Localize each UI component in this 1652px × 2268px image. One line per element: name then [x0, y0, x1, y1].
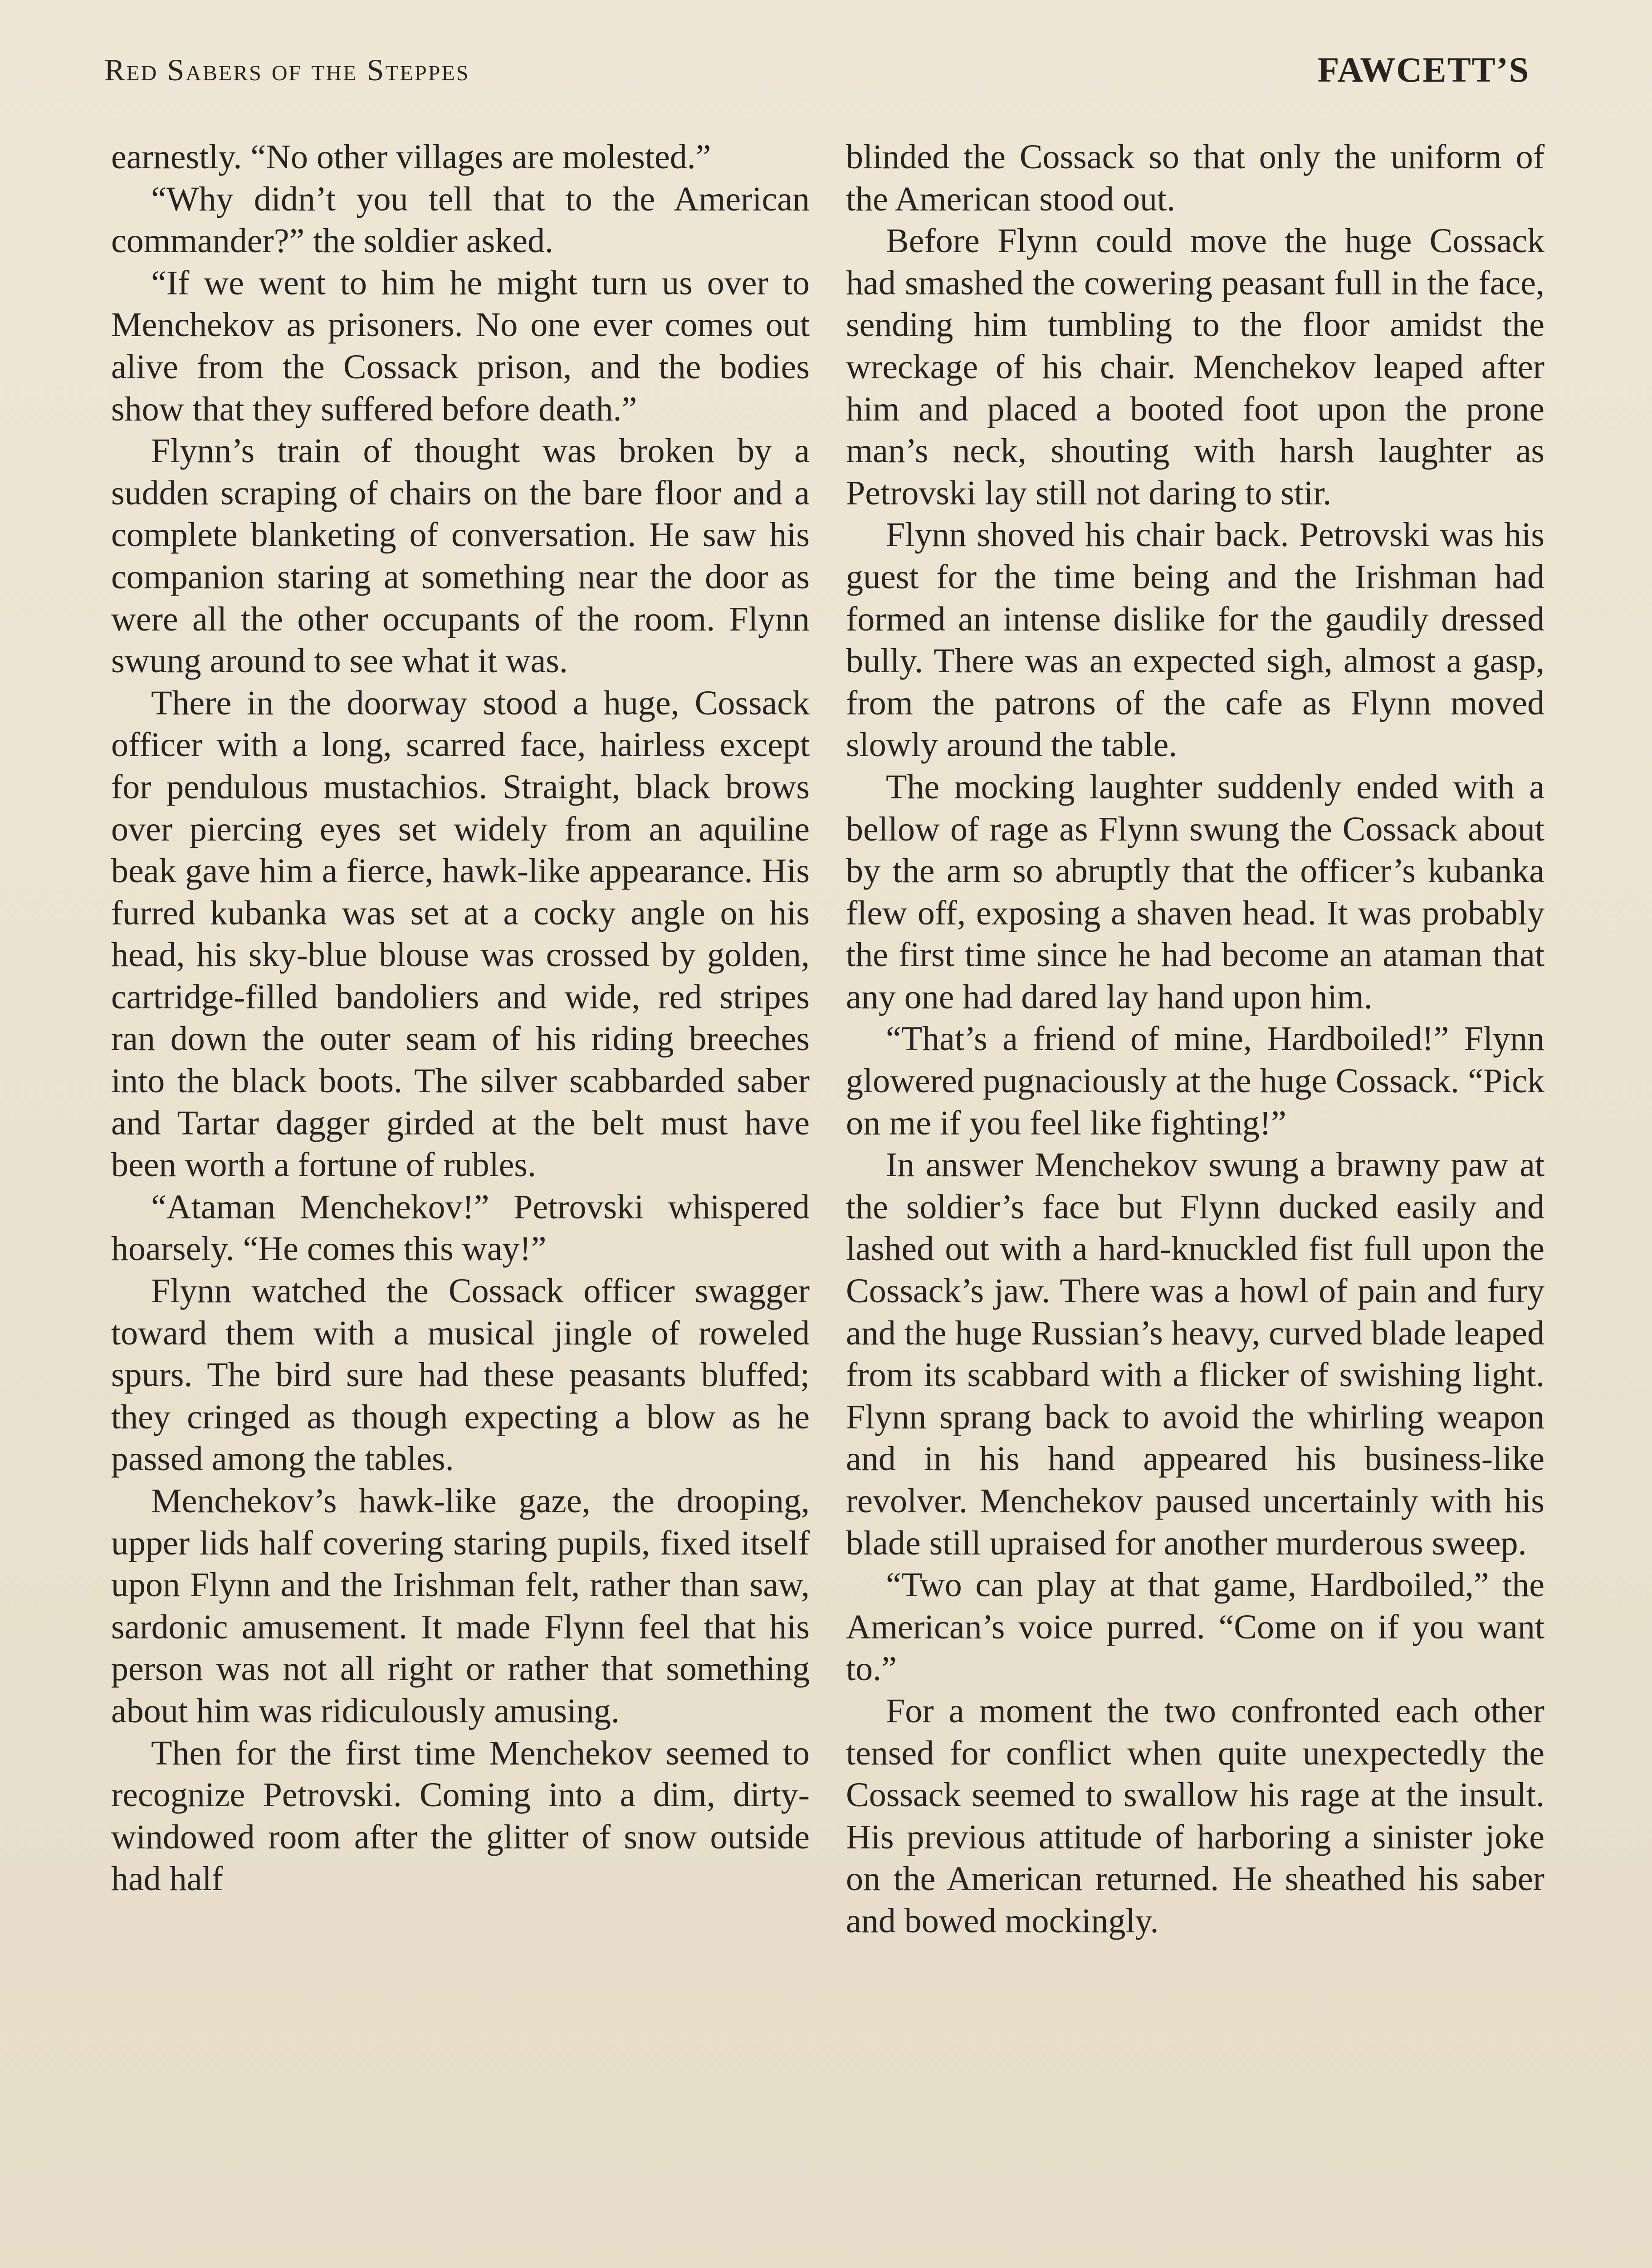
paragraph: blinded the Cossack so that only the uniform of the American stood out.: [846, 138, 1544, 218]
paragraph: Flynn watched the Cossack officer swagger toward them with a musical jingle of roweled spurs. The bird sure had these peasants bluffed; they cringed as though expecting a blow as he passed among the tables.: [111, 1272, 810, 1478]
left-text-column: [111, 136, 810, 1900]
paragraph: The mocking laughter suddenly ended with a bellow of rage as Flynn swung the Cossack about by the arm so abruptly that the officer’s kubanka flew off, exposing a shaven head. It was probably the first time since he had become an ataman that any one had dared lay hand upon him.: [846, 767, 1544, 1016]
paragraph: In answer Menchekov swung a brawny paw at the soldier’s face but Flynn ducked easily and lashed out with a hard-knuckled fist full upon the Cossack’s jaw. There was a howl of pain and fury and the huge Russian’s heavy, curved blade leaped from its scabbard with a flicker of swishing light. Flynn sprang back to avoid the whirling weapon and in his hand appeared his business-like revolver. Menchekov paused uncertainly with his blade still upraised for another murderous sweep.: [846, 1146, 1544, 1562]
paragraph: For a moment the two confronted each other tensed for conflict when quite unexpectedly the Cossack seemed to swallow his rage at the insult. His previous attitude of harboring a sinister joke on the American returned. He sheathed his saber and bowed mockingly.: [846, 1691, 1544, 1940]
paragraph: “If we went to him he might turn us over to Menchekov as prisoners. No one ever comes out alive from the Cossack prison, and the bodies show that they suffered before death.”: [111, 264, 810, 428]
paragraph: “Two can play at that game, Hardboiled,” the American’s voice purred. “Come on if you want to.”: [846, 1566, 1544, 1688]
paragraph: There in the doorway stood a huge, Cossack officer with a long, scarred face, hairless except for pendulous mustachios. Straight, black brows over piercing eyes set widely from an aquiline beak gave him a fierce, hawk-like appearance. His furred kubanka was set at a cocky angle on his head, his sky-blue blouse was crossed by golden, cartridge-filled bandoliers and wide, red stripes ran down the outer seam of his riding breeches into the black boots. The silver scabbarded saber and Tartar dagger girded at the belt must have been worth a fortune of rubles.: [111, 684, 810, 1184]
paragraph: Flynn shoved his chair back. Petrovski was his guest for the time being and the Irishman had formed an intense dislike for the gaudily dressed bully. There was an expected sigh, almost a gasp, from the patrons of the cafe as Flynn moved slowly around the table.: [846, 516, 1544, 764]
running-title: Red Sabers of the Steppes: [104, 53, 470, 87]
publisher-name: FAWCETT’S: [1317, 50, 1530, 89]
running-head: [104, 52, 1530, 102]
paragraph: earnestly. “No other villages are molested.”: [111, 138, 711, 176]
paragraph: Then for the first time Menchekov seemed to recognize Petrovski. Coming into a dim, dirty-windowed room after the glitter of snow outside had half: [111, 1734, 810, 1898]
paragraph: Menchekov’s hawk-like gaze, the drooping, upper lids half covering staring pupils, fixed itself upon Flynn and the Irishman felt, rather than saw, sardonic amusement. It made Flynn feel that his person was not all right or rather that something about him was ridiculously amusing.: [111, 1482, 810, 1730]
paragraph: “Ataman Menchekov!” Petrovski whispered hoarsely. “He comes this way!”: [111, 1188, 810, 1268]
paragraph: “That’s a friend of mine, Hardboiled!” Flynn glowered pugnaciously at the huge Cossack. “Pick on me if you feel like fighting!”: [846, 1020, 1544, 1142]
right-text-column: [846, 136, 1544, 1942]
paragraph: Before Flynn could move the huge Cossack had smashed the cowering peasant full in the face, sending him tumbling to the floor amidst the wreckage of his chair. Menchekov leaped after him and placed a booted foot upon the prone man’s neck, shouting with harsh laughter as Petrovski lay still not daring to stir.: [846, 222, 1544, 512]
paragraph: Flynn’s train of thought was broken by a sudden scraping of chairs on the bare floor and a complete blanketing of conversation. He saw his companion staring at something near the door as were all the other occupants of the room. Flynn swung around to see what it was.: [111, 432, 810, 680]
paragraph: “Why didn’t you tell that to the American commander?” the soldier asked.: [111, 180, 810, 260]
